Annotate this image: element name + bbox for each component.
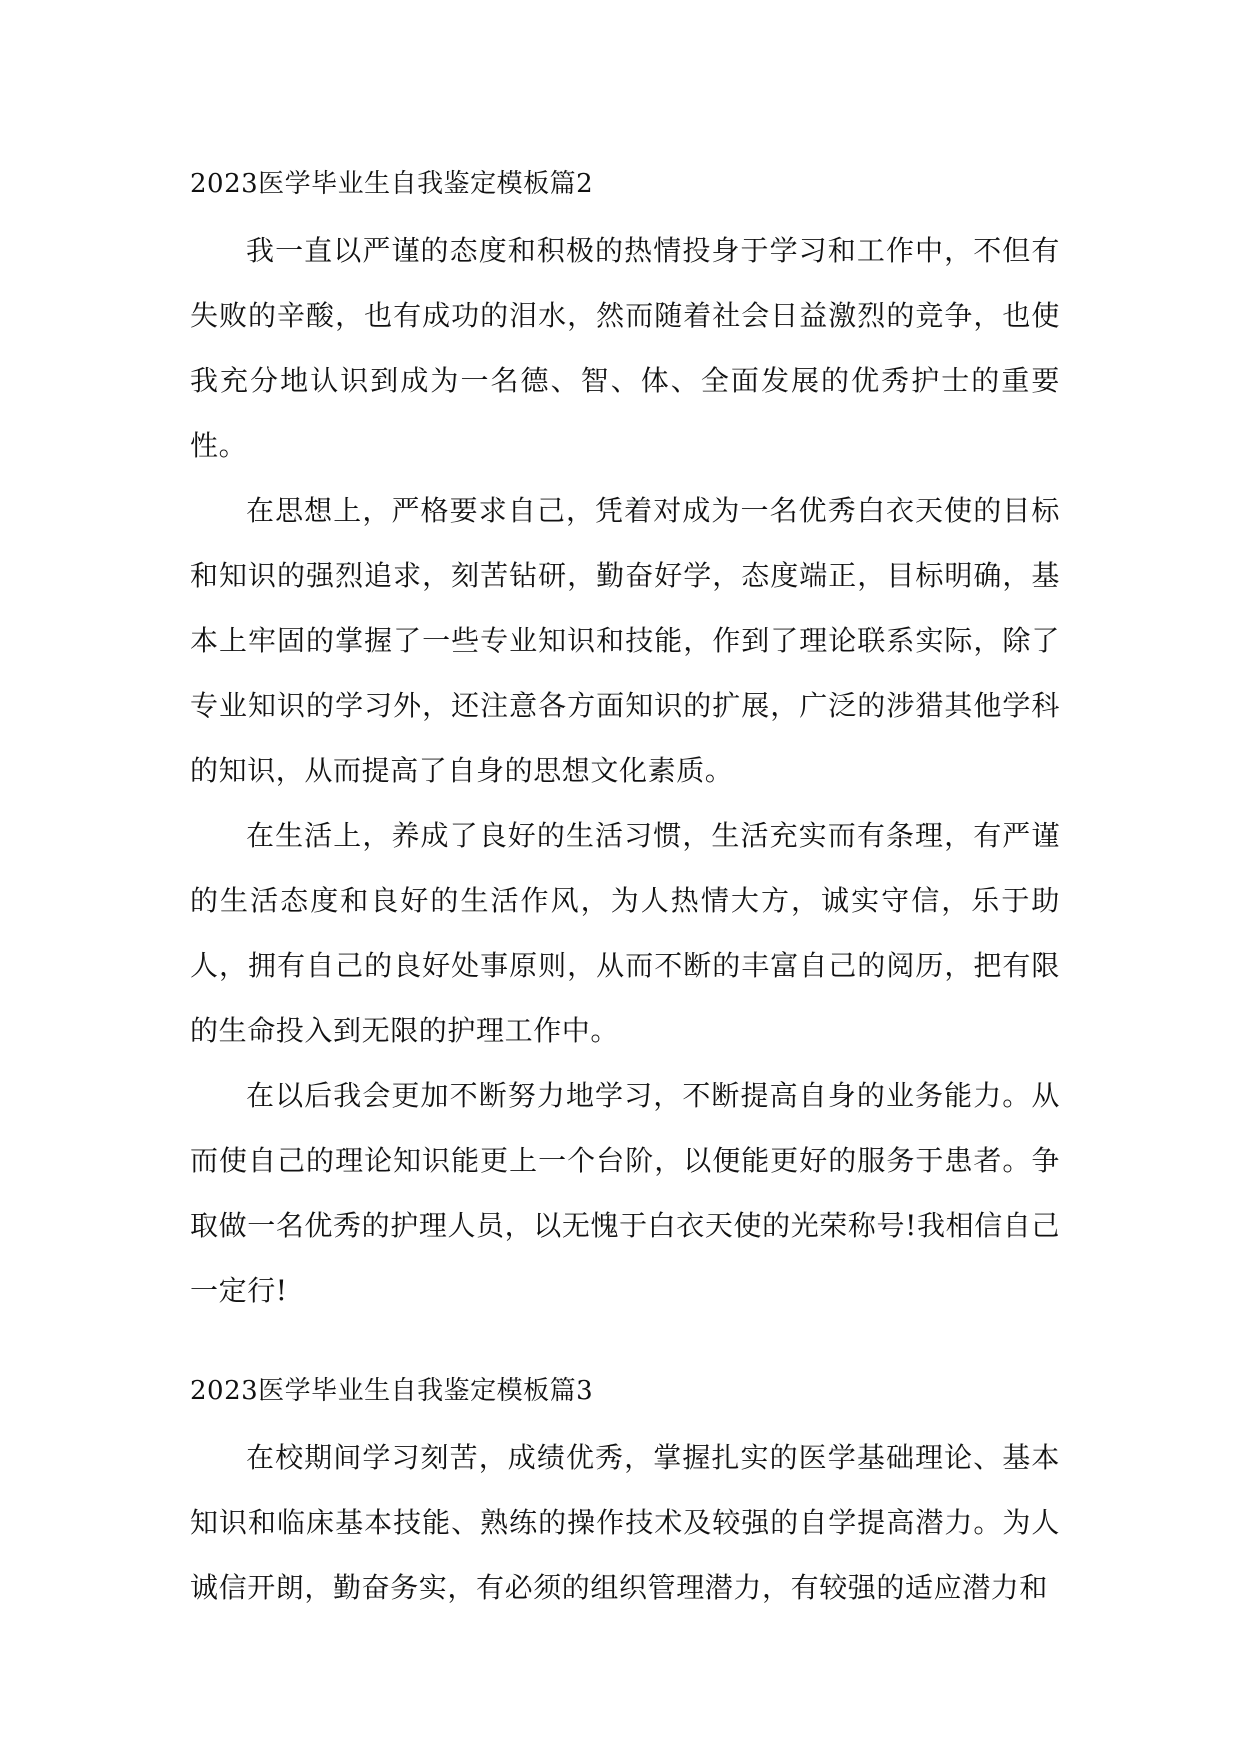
- section-spacer: [190, 1323, 1060, 1367]
- section-3-heading: 2023医学毕业生自我鉴定模板篇3: [190, 1376, 594, 1406]
- section-2-paragraph-3: 在生活上，养成了良好的生活习惯，生活充实而有条理，有严谨的生活态度和良好的生活作风，为人热情大方，诚实守信，乐于助人，拥有自己的良好处事原则，从而不断的丰富自己的阅历，把有限的生命投入到无限的护理工作中。: [190, 819, 1060, 1047]
- section-2-heading: 2023医学毕业生自我鉴定模板篇2: [190, 169, 594, 199]
- section-3-paragraph-1: 在校期间学习刻苦，成绩优秀，掌握扎实的医学基础理论、基本知识和临床基本技能、熟练的操作技术及较强的自学提高潜力。为人诚信开朗，勤奋务实，有必须的组织管理潜力，有较强的适应潜力和: [190, 1441, 1060, 1604]
- section-2-paragraph-4: 在以后我会更加不断努力地学习，不断提高自身的业务能力。从而使自己的理论知识能更上一个台阶，以便能更好的服务于患者。争取做一名优秀的护理人员，以无愧于白衣天使的光荣称号!我相信自己一定行!: [190, 1079, 1060, 1307]
- section-2-paragraph-2: 在思想上，严格要求自己，凭着对成为一名优秀白衣天使的目标和知识的强烈追求，刻苦钻研，勤奋好学，态度端正，目标明确，基本上牢固的掌握了一些专业知识和技能，作到了理论联系实际，除了专业知识的学习外，还注意各方面知识的扩展，广泛的涉猎其他学科的知识，从而提高了自身的思想文化素质。: [190, 494, 1060, 787]
- document-body: [190, 160, 1060, 1620]
- section-2-paragraph-1: 我一直以严谨的态度和积极的热情投身于学习和工作中，不但有失败的辛酸，也有成功的泪水，然而随着社会日益激烈的竞争，也使我充分地认识到成为一名德、智、体、全面发展的优秀护士的重要性。: [190, 234, 1060, 462]
